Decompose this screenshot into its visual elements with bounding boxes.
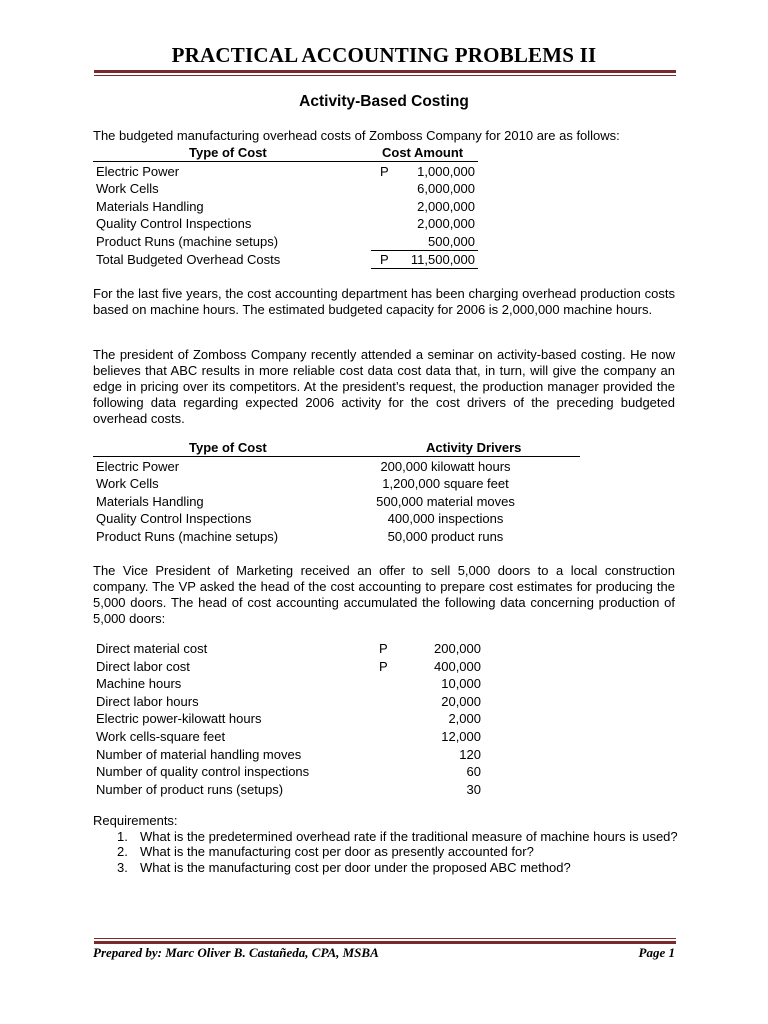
requirement-number: 3. xyxy=(117,859,128,875)
intro-paragraph: The budgeted manufacturing overhead costs of Zomboss Company for 2010 are as follows: xyxy=(93,128,620,143)
driver-row xyxy=(93,493,583,511)
requirements-section xyxy=(93,813,678,875)
driver-type: Electric Power xyxy=(96,458,180,474)
door-data-row xyxy=(93,658,483,676)
door-data-value: 30 xyxy=(466,781,481,797)
driver-value: 50,000 product runs xyxy=(387,528,504,544)
door-data-value: 120 xyxy=(459,746,481,762)
requirement-number: 2. xyxy=(117,844,128,859)
col-type-of-cost: Type of Cost xyxy=(189,145,267,160)
col-cost-amount: Cost Amount xyxy=(382,145,464,160)
cost-row xyxy=(93,233,483,251)
prepared-by: Prepared by: Marc Oliver B. Castañeda, CPA, MSBA xyxy=(93,945,379,960)
requirement-item xyxy=(93,844,678,860)
driver-type: Materials Handling xyxy=(96,493,204,509)
page-header-title: PRACTICAL ACCOUNTING PROBLEMS II xyxy=(171,43,597,67)
currency-prefix: P xyxy=(380,251,389,267)
col-activity-drivers: Activity Drivers xyxy=(426,440,522,455)
door-data-label: Direct labor cost xyxy=(96,658,190,674)
door-data-label: Machine hours xyxy=(96,676,182,692)
driver-value: 200,000 kilowatt hours xyxy=(380,458,511,474)
door-data-label: Direct labor hours xyxy=(96,693,199,709)
door-data-value: 12,000 xyxy=(441,728,481,744)
door-data-row xyxy=(93,710,483,728)
currency-prefix: P xyxy=(380,163,389,179)
requirement-number: 1. xyxy=(117,828,128,844)
door-data-value: 2,000 xyxy=(448,711,481,727)
door-data-row xyxy=(93,728,483,746)
footer-rule xyxy=(94,941,676,944)
page-footer xyxy=(93,945,675,965)
driver-value: 400,000 inspections xyxy=(387,511,504,527)
driver-value: 1,200,000 square feet xyxy=(382,476,509,492)
door-data-row xyxy=(93,640,483,658)
cost-amount: 1,000,000 xyxy=(417,163,475,179)
driver-row xyxy=(93,475,583,493)
cost-amount: 2,000,000 xyxy=(417,216,475,232)
cost-row xyxy=(93,163,483,181)
driver-row xyxy=(93,528,583,546)
driver-type: Work Cells xyxy=(96,476,159,492)
door-data-row xyxy=(93,675,483,693)
door-data-row xyxy=(93,693,483,711)
requirement-text: What is the manufacturing cost per door under the proposed ABC method? xyxy=(140,859,571,875)
cost-row xyxy=(93,198,483,216)
door-data-row xyxy=(93,763,483,781)
door-data-label: Number of material handling moves xyxy=(96,746,302,762)
driver-row xyxy=(93,510,583,528)
cost-table xyxy=(93,144,483,268)
cost-type: Product Runs (machine setups) xyxy=(96,233,279,249)
cost-amount: 6,000,000 xyxy=(417,181,475,197)
paragraph-machine-hours: For the last five years, the cost accounting department has been charging overhead production costs based on machine hours. The estimated budgeted capacity for 2006 is 2,000,000 machine hours. xyxy=(93,286,675,317)
door-cost-data-table xyxy=(93,640,483,798)
door-data-value: 200,000 xyxy=(434,641,481,656)
door-data-value: 400,000 xyxy=(434,658,481,674)
cost-table-header xyxy=(93,144,483,162)
door-data-value: 20,000 xyxy=(441,693,481,709)
requirement-text: What is the manufacturing cost per door as presently accounted for? xyxy=(140,844,534,859)
cost-type: Quality Control Inspections xyxy=(96,216,252,232)
requirements-heading: Requirements: xyxy=(93,813,178,828)
col-type-of-cost: Type of Cost xyxy=(189,440,267,455)
cost-type: Work Cells xyxy=(96,181,159,197)
driver-table-header xyxy=(93,439,583,457)
door-data-row xyxy=(93,746,483,764)
door-data-value: 10,000 xyxy=(441,676,481,692)
driver-value: 500,000 material moves xyxy=(376,493,515,509)
requirement-item xyxy=(93,860,678,876)
cost-type: Materials Handling xyxy=(96,198,204,214)
cost-row xyxy=(93,215,483,233)
driver-row xyxy=(93,458,583,476)
currency-prefix: P xyxy=(379,658,388,674)
door-data-label: Work cells-square feet xyxy=(96,728,226,744)
driver-type: Product Runs (machine setups) xyxy=(96,528,279,544)
section-title: Activity-Based Costing xyxy=(299,93,469,110)
door-data-label: Direct material cost xyxy=(96,641,208,656)
requirement-text: What is the predetermined overhead rate if the traditional measure of machine hours is used? xyxy=(140,828,678,844)
paragraph-vp-offer: The Vice President of Marketing received an offer to sell 5,000 doors to a local construction company. The VP asked the head of the cost accounting to prepare cost estimates for producing the 5,000 doors. The head of cost accounting accumulated the following data concerning production of 5,000 doors: xyxy=(93,563,675,626)
paragraph-president: The president of Zomboss Company recently attended a seminar on activity-based costing. He now believes that ABC results in more reliable cost data cost data that, in turn, will give the company an edge in pricing over its competitors. At the president’s request, the production manager provided the following data regarding expected 2006 activity for the cost drivers of the preceding budgeted overhead costs. xyxy=(93,347,675,426)
cost-type: Electric Power xyxy=(96,163,180,179)
activity-driver-table xyxy=(93,439,583,546)
door-data-value: 60 xyxy=(466,764,481,780)
subtotal-rule xyxy=(371,250,478,251)
requirement-item xyxy=(93,829,678,845)
header-rule-thin xyxy=(94,75,676,76)
door-data-label: Number of quality control inspections xyxy=(96,764,310,780)
door-data-label: Electric power-kilowatt hours xyxy=(96,711,262,727)
door-data-label: Number of product runs (setups) xyxy=(96,781,284,797)
footer-rule-thin xyxy=(94,938,676,939)
total-rule xyxy=(371,268,478,269)
driver-type: Quality Control Inspections xyxy=(96,511,252,527)
door-data-row xyxy=(93,781,483,799)
cost-amount: 500,000 xyxy=(428,233,475,249)
cost-amount: 2,000,000 xyxy=(417,198,475,214)
cost-total-row xyxy=(93,251,483,269)
cost-row xyxy=(93,180,483,198)
cost-type: Total Budgeted Overhead Costs xyxy=(96,251,281,267)
currency-prefix: P xyxy=(379,641,388,656)
cost-amount: 11,500,000 xyxy=(410,251,475,267)
page-number: Page 1 xyxy=(638,945,675,960)
header-rule xyxy=(94,70,676,73)
